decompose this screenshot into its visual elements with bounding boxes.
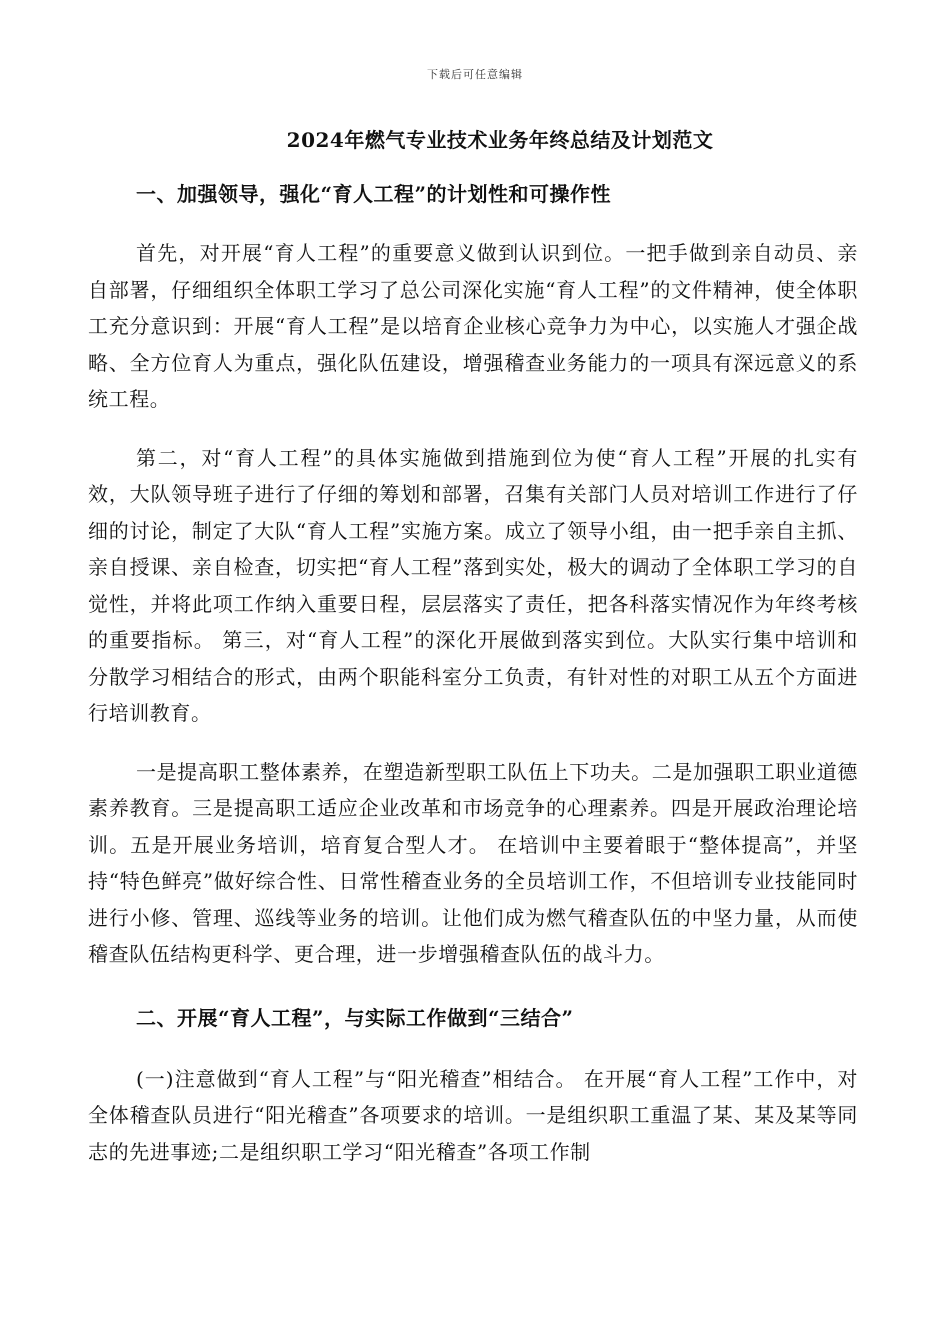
paragraph-2: 第二，对“育人工程”的具体实施做到措施到位为使“育人工程”开展的扎实有效，大队领导班子进行了仔细的筹划和部署，召集有关部门人员对培训工作进行了仔细的讨论，制定了大队“育人工程”实施方案。成立了领导小组，由一把手亲自主抓、亲自授课、亲自检查，切实把“育人工程”落到实处，极大的调动了全体职工学习的自觉性，并将此项工作纳入重要日程，层层落实了责任，把各科落实情况作为年终考核的重要指标。 第三，对“育人工程”的深化开展做到落实到位。大队实行集中培训和分散学习相结合的形式，由两个职能科室分工负责，有针对性的对职工从五个方面进行培训教育。: [88, 445, 858, 725]
header-note: 下载后可任意编辑: [427, 68, 523, 81]
section-heading-2: 二、开展“育人工程”，与实际工作做到“三结合”: [136, 1005, 574, 1030]
section-heading-1: 一、加强领导，强化“育人工程”的计划性和可操作性: [136, 182, 612, 206]
paragraph-1: 首先，对开展“育人工程”的重要意义做到认识到位。一把手做到亲自动员、亲自部署，仔细组织全体职工学习了总公司深化实施“育人工程”的文件精神，使全体职工充分意识到：开展“育人工程”是以培育企业核心竞争力为中心，以实施人才强企战略、全方位育人为重点，强化队伍建设，增强稽查业务能力的一项具有深远意义的系统工程。: [88, 241, 858, 411]
document-title: 2024年燃气专业技术业务年终总结及计划范文: [286, 128, 714, 152]
document-body: [88, 176, 858, 1170]
paragraph-4: (一)注意做到“育人工程”与“阳光稽查”相结合。 在开展“育人工程”工作中，对全体稽查队员进行“阳光稽查”各项要求的培训。一是组织职工重温了某、某及某等同志的先进事迹;二是组织职工学习“阳光稽查”各项工作制: [88, 1066, 858, 1164]
paragraph-3: 一是提高职工整体素养，在塑造新型职工队伍上下功夫。二是加强职工职业道德素养教育。三是提高职工适应企业改革和市场竞争的心理素养。四是开展政治理论培训。五是开展业务培训，培育复合型人才。 在培训中主要着眼于“整体提高”，并坚持“特色鲜亮”做好综合性、日常性稽查业务的全员培训工作，不但培训专业技能同时进行小修、管理、巡线等业务的培训。让他们成为燃气稽查队伍的中坚力量，从而使稽查队伍结构更科学、更合理，进一步增强稽查队伍的战斗力。: [88, 759, 858, 966]
